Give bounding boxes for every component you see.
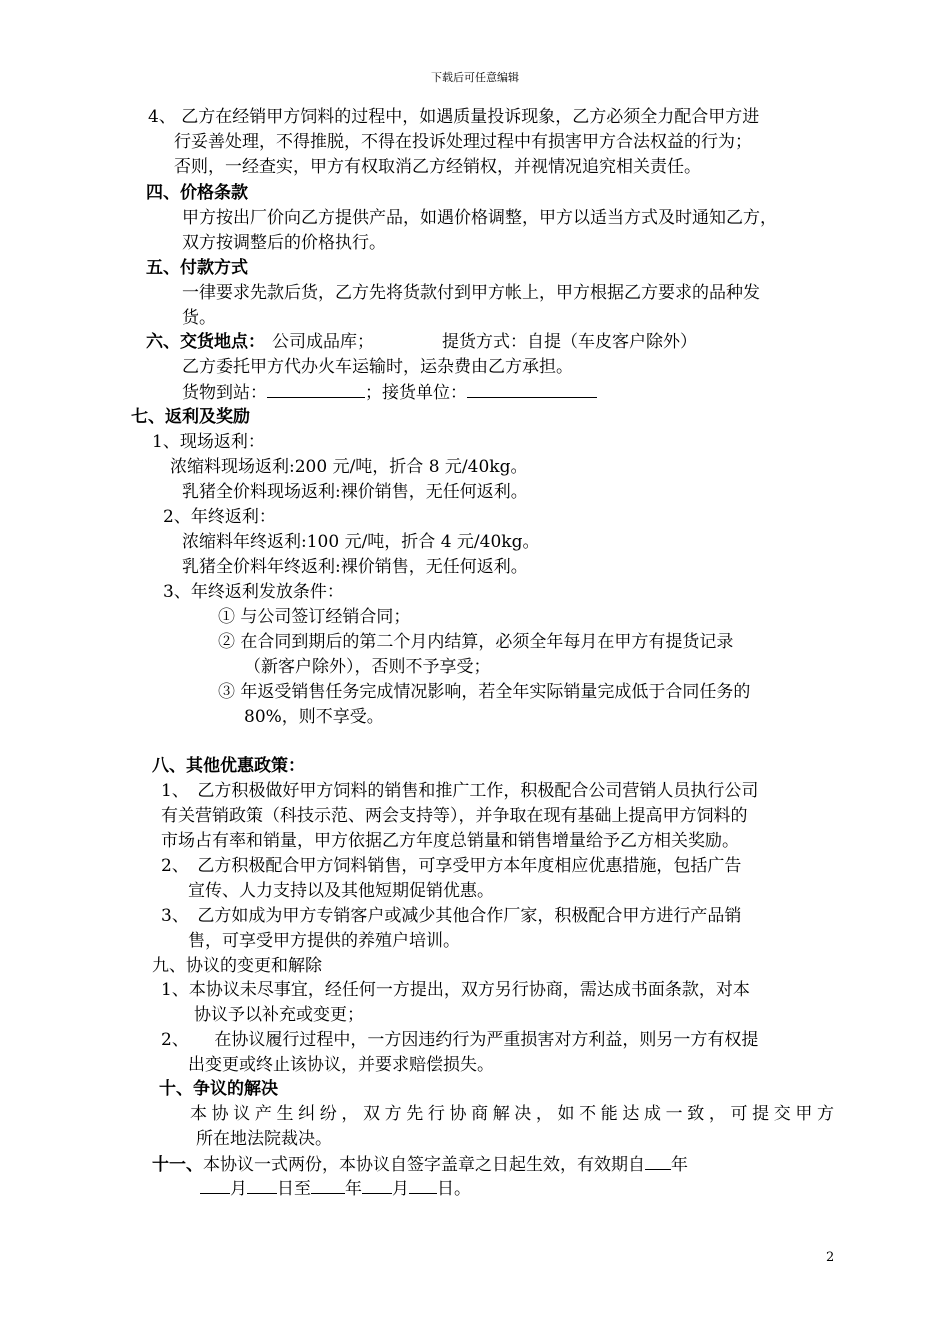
day-end-label: 日。	[437, 1179, 471, 1199]
section6-title: 六、交货地点：	[146, 332, 265, 352]
end-month-blank	[362, 1176, 392, 1194]
section9-p2-line2: 出变更或终止该协议，并要求赔偿损失。	[188, 1055, 494, 1075]
section7-title: 七、返利及奖励	[131, 407, 250, 427]
item4-line3: 否则，一经查实，甲方有权取消乙方经销权，并视情况追究相关责任。	[174, 157, 701, 177]
page-header: 下载后可任意编辑	[431, 71, 519, 84]
item4-line2: 行妥善处理，不得推脱，不得在投诉处理过程中有损害甲方合法权益的行为；	[174, 132, 752, 152]
section8-p1-line1: 1、 乙方积极做好甲方饲料的销售和推广工作，积极配合公司营销人员执行公司	[161, 781, 759, 801]
condition-3-line1: ③ 年返受销售任务完成情况影响，若全年实际销量完成低于合同任务的	[218, 682, 751, 702]
condition-1: ① 与公司签订经销合同；	[218, 607, 411, 627]
section5-line2: 货。	[182, 308, 216, 328]
receiver-label: ；接货单位：	[365, 383, 467, 403]
end-year-blank	[311, 1176, 345, 1194]
start-month-blank	[200, 1176, 230, 1194]
item4-line1: 4、 乙方在经销甲方饲料的过程中，如遇质量投诉现象，乙方必须全力配合甲方进	[148, 107, 760, 127]
section4-line1: 甲方按出厂价向乙方提供产品，如遇价格调整，甲方以适当方式及时通知乙方，	[182, 208, 777, 228]
start-year-blank	[645, 1152, 671, 1170]
section8-p2-line1: 2、 乙方积极配合甲方饲料销售，可享受甲方本年度相应优惠措施，包括广告	[161, 856, 742, 876]
end-day-blank	[409, 1176, 437, 1194]
pickup-method: 提货方式：自提（车皮客户除外）	[442, 332, 697, 352]
rebate-yearend-concentrate: 浓缩料年终返利:100 元/吨，折合 4 元/40kg。	[182, 532, 540, 552]
section11-number: 十一、	[152, 1155, 203, 1175]
rebate-yearend-heading: 2、年终返利：	[163, 507, 276, 527]
section9-p1-line2: 协议予以补充或变更；	[194, 1005, 364, 1025]
day-to-label: 日至	[277, 1179, 311, 1199]
start-day-blank	[247, 1176, 277, 1194]
condition-2-line2: （新客户除外），否则不予享受；	[244, 657, 491, 677]
station-line	[182, 380, 597, 405]
section8-title: 八、其他优惠政策：	[152, 756, 305, 776]
section5-title: 五、付款方式	[146, 258, 248, 278]
section9-title: 九、协议的变更和解除	[152, 956, 322, 976]
section9-p2-line1: 2、 在协议履行过程中，一方因违约行为严重损害对方利益，则另一方有权提	[161, 1030, 759, 1050]
section8-p3-line1: 3、 乙方如成为甲方专销客户或减少其他合作厂家，积极配合甲方进行产品销	[161, 906, 742, 926]
section5-line1: 一律要求先款后货，乙方先将货款付到甲方帐上，甲方根据乙方要求的品种发	[182, 283, 760, 303]
condition-3-line2: 80%，则不享受。	[244, 707, 384, 727]
station-blank	[267, 380, 365, 398]
rebate-conditions-heading: 3、年终返利发放条件：	[163, 582, 344, 602]
section8-p1-line3: 市场占有率和销量，甲方依据乙方年度总销量和销售增量给予乙方相关奖励。	[161, 831, 739, 851]
rebate-onsite-piglet: 乳猪全价料现场返利:裸价销售，无任何返利。	[182, 482, 528, 502]
section8-p2-line2: 宣传、人力支持以及其他短期促销优惠。	[188, 881, 494, 901]
station-label: 货物到站：	[182, 383, 267, 403]
delivery-place: 公司成品库；	[272, 332, 374, 352]
page-number: 2	[826, 1250, 835, 1265]
receiver-blank	[467, 380, 597, 398]
section10-line1: 本协议产生纠纷，双方先行协商解决，如不能达成一致，可提交甲方	[190, 1104, 834, 1124]
section4-line2: 双方按调整后的价格执行。	[182, 233, 386, 253]
condition-2-line1: ② 在合同到期后的第二个月内结算，必须全年每月在甲方有提货记录	[218, 632, 734, 652]
month2-label: 月	[392, 1179, 409, 1199]
section10-title: 十、争议的解决	[159, 1079, 278, 1099]
section8-p3-line2: 售，可享受甲方提供的养殖户培训。	[188, 931, 460, 951]
section11-line2	[200, 1176, 471, 1201]
section10-line2: 所在地法院裁决。	[196, 1129, 332, 1149]
rebate-onsite-concentrate: 浓缩料现场返利:200 元/吨，折合 8 元/40kg。	[170, 457, 528, 477]
month-label: 月	[230, 1179, 247, 1199]
section11-line1	[152, 1152, 688, 1177]
rebate-yearend-piglet: 乳猪全价料年终返利:裸价销售，无任何返利。	[182, 557, 528, 577]
section9-p1-line1: 1、本协议未尽事宜，经任何一方提出，双方另行协商，需达成书面条款，对本	[161, 980, 750, 1000]
section11-text: 本协议一式两份，本协议自签字盖章之日起生效，有效期自	[203, 1155, 645, 1175]
section4-title: 四、价格条款	[146, 183, 248, 203]
year2-label: 年	[345, 1179, 362, 1199]
year-label: 年	[671, 1155, 688, 1175]
section6-line2: 乙方委托甲方代办火车运输时，运杂费由乙方承担。	[182, 357, 573, 377]
section8-p1-line2: 有关营销政策（科技示范、两会支持等），并争取在现有基础上提高甲方饲料的	[161, 806, 748, 826]
rebate-onsite-heading: 1、现场返利：	[152, 432, 265, 452]
